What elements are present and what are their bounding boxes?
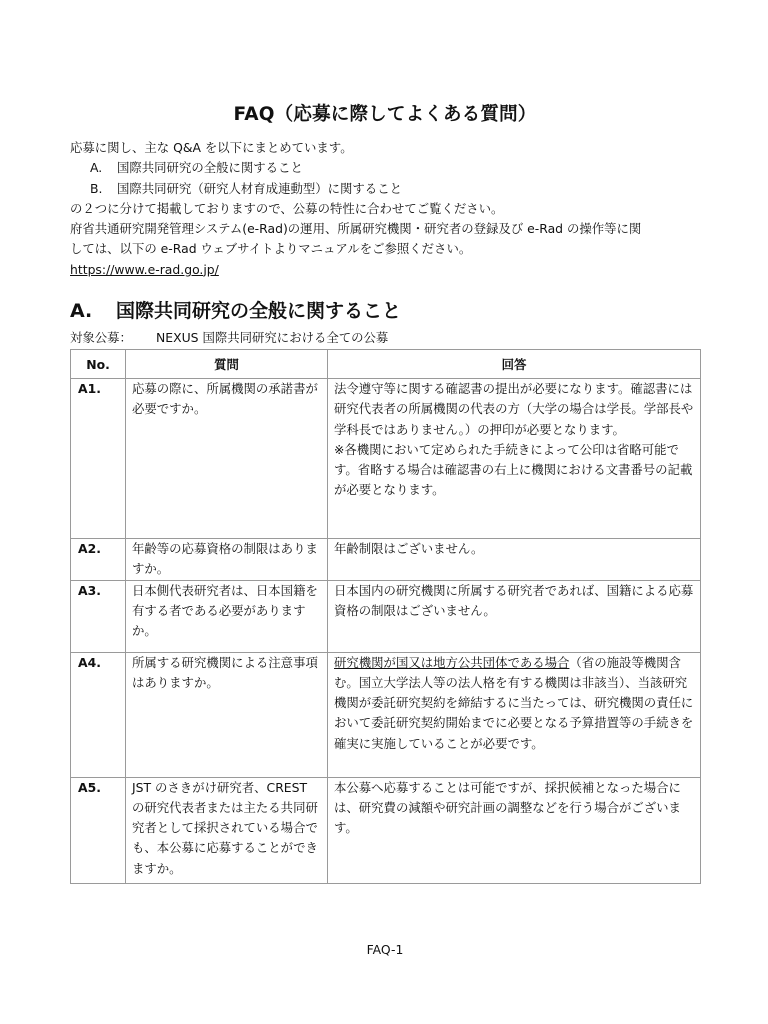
table-row	[71, 580, 701, 652]
e-rad-link[interactable]: https://www.e-rad.go.jp/	[70, 261, 219, 277]
answer-rest: （省の施設等機関含む。国立大学法人等の法人格を有する機関は非該当）、当該研究機関が委託研究契約を締結するに当たっては、研究機関の責任において委託研究契約開始までに必要となる予算措置等の手続きを確実に実施していることが必要です。	[334, 654, 694, 751]
table-row	[71, 379, 701, 539]
section-title: 国際共同研究の全般に関すること	[116, 300, 402, 322]
target-call	[70, 328, 388, 346]
row-no: A4.	[71, 652, 126, 777]
intro-line-2: の２つに分けて掲載しておりますので、公募の特性に合わせてご覧ください。	[70, 200, 504, 216]
row-answer: 本公募へ応募することは可能ですが、採択候補となった場合には、研究費の減額や研究計画の調整などを行う場合がございます。	[328, 777, 701, 883]
target-label: 対象公募：	[70, 330, 132, 345]
table-row	[71, 539, 701, 581]
row-question: JST のさきがけ研究者、CREST の研究代表者または主たる共同研究者として採択されている場合でも、本公募に応募することができますか。	[126, 777, 328, 883]
row-answer	[328, 652, 701, 777]
row-no: A1.	[71, 379, 126, 539]
intro-item-b-mark: B.	[90, 180, 103, 196]
row-question: 所属する研究機関による注意事項はありますか。	[126, 652, 328, 777]
row-answer: 年齢制限はございません。	[328, 539, 701, 581]
table-row	[71, 777, 701, 883]
header-question: 質問	[126, 350, 328, 379]
section-mark: A.	[70, 300, 93, 322]
row-question: 応募の際に、所属機関の承諾書が必要ですか。	[126, 379, 328, 539]
section-heading	[70, 296, 401, 323]
row-answer	[328, 379, 701, 539]
intro-line-4: しては、以下の e-Rad ウェブサイトよりマニュアルをご参照ください。	[70, 241, 472, 257]
table-row	[71, 652, 701, 777]
intro-line-3: 府省共通研究開発管理システム(e-Rad)の運用、所属研究機関・研究者の登録及び e-Rad の操作等に関	[70, 221, 642, 237]
header-no: No.	[71, 350, 126, 379]
row-question: 年齢等の応募資格の制限はありますか。	[126, 539, 328, 581]
row-answer: 日本国内の研究機関に所属する研究者であれば、国籍による応募資格の制限はございません。	[328, 580, 701, 652]
page-footer: FAQ-1	[366, 942, 404, 957]
intro-item-a	[70, 158, 710, 178]
faq-table	[70, 349, 701, 884]
intro-item-a-mark: A.	[90, 160, 103, 176]
intro-item-b-text: 国際共同研究（研究人材育成連動型）に関すること	[117, 180, 402, 196]
intro-item-b	[70, 179, 710, 199]
row-no: A5.	[71, 777, 126, 883]
answer-underlined: 研究機関が国又は地方公共団体である場合	[334, 654, 570, 670]
intro-item-a-text: 国際共同研究の全般に関すること	[117, 160, 303, 176]
row-no: A2.	[71, 539, 126, 581]
intro-text	[70, 138, 710, 280]
answer-paragraph: 法令遵守等に関する確認書の提出が必要になります。確認書には研究代表者の所属機関の代表の方（大学の場合は学長。学部長や学科長ではありません。）の押印が必要となります。	[334, 381, 694, 437]
table-header-row	[71, 350, 701, 379]
row-question: 日本側代表研究者は、日本国籍を有する者である必要がありますか。	[126, 580, 328, 652]
answer-note: ※各機関において定められた手続きによって公印は省略可能です。省略する場合は確認書の右上に機関における文書番号の記載が必要となります。	[334, 441, 693, 498]
page-title: FAQ（応募に際してよくある質問）	[233, 104, 537, 125]
header-answer: 回答	[328, 350, 701, 379]
intro-line-1: 応募に関し、主な Q&A を以下にまとめています。	[70, 140, 353, 155]
row-no: A3.	[71, 580, 126, 652]
target-value: NEXUS 国際共同研究における全ての公募	[156, 330, 389, 345]
